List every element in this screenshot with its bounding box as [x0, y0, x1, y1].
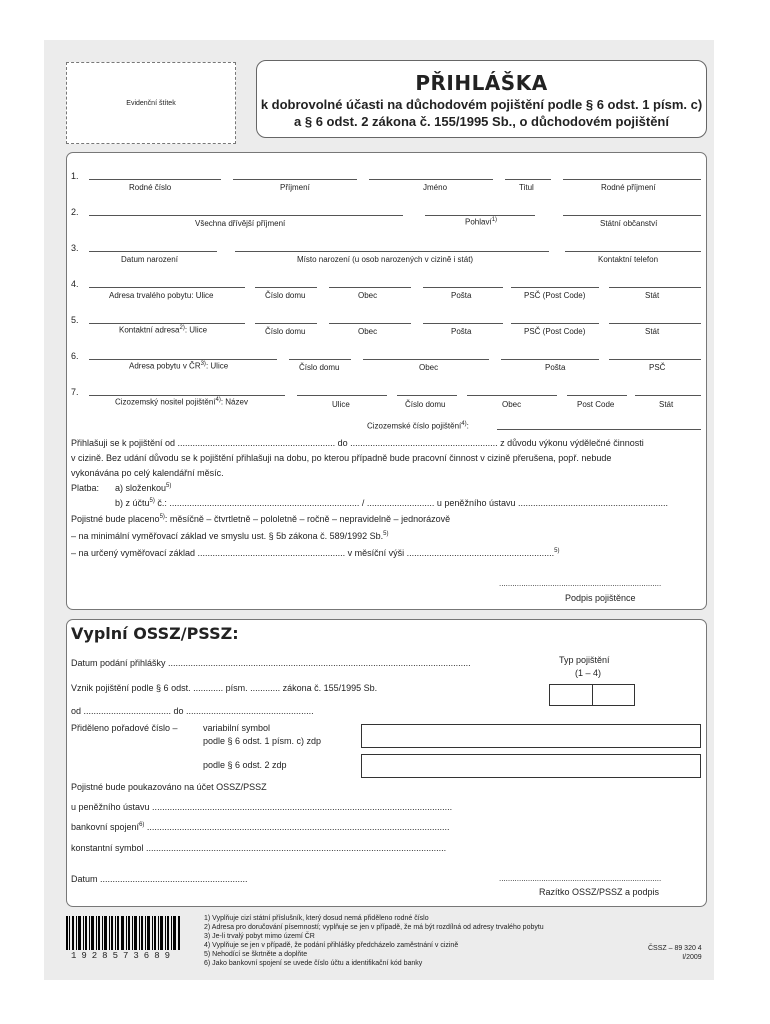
symbol-par6-2-label: podle § 6 odst. 2 zdp — [203, 760, 287, 770]
contact-postcode-field[interactable] — [511, 323, 599, 324]
signature-line[interactable]: ......................................................................... — [499, 579, 662, 588]
constant-symbol-field[interactable]: konstantní symbol ........................................................................................................................ — [71, 843, 447, 853]
foreign-street-field[interactable] — [297, 395, 387, 396]
phone-field[interactable] — [565, 251, 701, 252]
sex-field[interactable] — [425, 215, 535, 216]
label-citizenship: Státní občanství — [600, 219, 658, 228]
contact-street-field[interactable] — [89, 323, 245, 324]
cz-house-field[interactable] — [289, 359, 351, 360]
contact-city-field[interactable] — [329, 323, 411, 324]
label-cz-address: Adresa pobytu v ČR$^{3)}$: Ulice — [129, 361, 229, 371]
cz-postcode-field[interactable] — [609, 359, 701, 360]
footnote: 6) Jako bankovní spojení se uvede číslo účtu a identifikační kód banky — [204, 960, 423, 967]
payment-option-postal[interactable]: a) složenkou$^{5)}$ — [115, 483, 172, 493]
citizenship-field[interactable] — [563, 215, 701, 216]
permanent-country-field[interactable] — [609, 287, 701, 288]
label-birth-number: Rodné číslo — [129, 183, 172, 192]
evidence-label-text: Evidenční štítek — [126, 99, 176, 107]
row-number: 7. — [71, 387, 79, 397]
ossz-section — [66, 619, 707, 907]
label-post: Pošta — [545, 363, 566, 372]
label-foreign-insurance-number: Cizozemské číslo pojištění$^{4)}$: — [367, 421, 469, 431]
variable-symbol-label: variabilní symbol — [203, 723, 271, 733]
row-number: 4. — [71, 279, 79, 289]
submission-date-field[interactable]: Datum podání přihlášky ......................................................................................................................... — [71, 658, 471, 668]
foreign-country-field[interactable] — [635, 395, 701, 396]
label-postcode: Post Code — [577, 400, 615, 409]
form-subtitle-1: k dobrovolné účasti na důchodovém pojištění podle § 6 odst. 1 písm. c) — [260, 97, 703, 112]
birth-number-field[interactable] — [89, 179, 221, 180]
form-edition: I/2009 — [682, 954, 702, 961]
label-contact-address: Kontaktní adresa$^{2)}$: Ulice — [119, 325, 208, 335]
foreign-house-field[interactable] — [397, 395, 457, 396]
foreign-postcode-field[interactable] — [567, 395, 627, 396]
label-foreign-insurer: Cizozemský nositel pojištění$^{4)}$: Název — [115, 397, 248, 407]
bank-institution-field[interactable]: u peněžního ústavu ........................................................................................................................ — [71, 802, 453, 812]
barcode-number: 1928573689 — [70, 951, 175, 961]
signature-label: Podpis pojištěnce — [565, 593, 636, 603]
row-number: 5. — [71, 315, 79, 325]
foreign-city-field[interactable] — [467, 395, 557, 396]
cz-street-field[interactable] — [89, 359, 277, 360]
surname-field[interactable] — [233, 179, 357, 180]
contact-country-field[interactable] — [609, 323, 701, 324]
label-house-number: Číslo domu — [299, 363, 340, 372]
label-postcode: PSČ (Post Code) — [524, 291, 586, 300]
ossz-heading: Vyplní OSSZ/PSSZ: — [71, 624, 239, 643]
label-post: Pošta — [451, 327, 472, 336]
foreign-insurer-name-field[interactable] — [89, 395, 285, 396]
insurance-type-range: (1 – 4) — [575, 668, 602, 678]
applicant-section — [66, 152, 707, 610]
cz-city-field[interactable] — [363, 359, 489, 360]
symbol-par6-1-label: podle § 6 odst. 1 písm. c) zdp — [203, 736, 322, 746]
ossz-date-field[interactable]: Datum ........................................................... — [71, 874, 248, 884]
row-number: 6. — [71, 351, 79, 361]
footnote: 3) Je-li trvalý pobyt mimo území ČR — [204, 933, 315, 940]
birth-place-field[interactable] — [235, 251, 549, 252]
form-code — [648, 944, 702, 962]
label-title: Titul — [519, 183, 534, 192]
label-country: Stát — [645, 327, 660, 336]
contact-post-field[interactable] — [423, 323, 503, 324]
foreign-insurance-number-field[interactable] — [497, 429, 701, 430]
first-name-field[interactable] — [369, 179, 493, 180]
label-birth-place: Místo narození (u osob narozených v cizině i stát) — [297, 255, 474, 264]
label-sex: Pohlaví$^{1)}$ — [465, 217, 498, 227]
stamp-signature-label: Razítko OSSZ/PSSZ a podpis — [539, 887, 660, 897]
footnote: 1) Vyplňuje cizí státní příslušník, který dosud nemá přiděleno rodné číslo — [204, 915, 429, 922]
label-post: Pošta — [451, 291, 472, 300]
contact-house-field[interactable] — [255, 323, 317, 324]
label-city: Obec — [358, 327, 378, 336]
birth-date-field[interactable] — [89, 251, 217, 252]
label-surname: Příjmení — [280, 183, 310, 192]
label-birth-date: Datum narození — [121, 255, 178, 264]
label-birth-surname: Rodné příjmení — [601, 183, 656, 192]
label-house-number: Číslo domu — [265, 327, 306, 336]
registration-abroad-text: v cizině. Bez udání důvodu se k pojištění přihlašuji na dobu, po kterou případně bude pracovní činnost v cizině přerušena, popř. nebude — [71, 453, 612, 463]
insurance-origin-field[interactable]: Vznik pojištění podle § 6 odst. ............ písm. ............ zákona č. 155/1995 Sb. — [71, 683, 378, 693]
label-phone: Kontaktní telefon — [598, 255, 659, 264]
form-subtitle-2: a § 6 odst. 2 zákona č. 155/1995 Sb., o důchodovém pojištění — [294, 114, 669, 129]
footnote: 5) Nehodící se škrtněte a doplňte — [204, 951, 308, 958]
title-field[interactable] — [505, 179, 551, 180]
evidence-label-box — [66, 62, 236, 144]
label-city: Obec — [358, 291, 378, 300]
label-house-number: Číslo domu — [405, 400, 446, 409]
payment-frequency[interactable]: Pojistné bude placeno$^{5)}$: měsíčně – čtvrtletně – pololetně – ročně – nepravidelně – jednorázově — [71, 514, 451, 524]
insurance-type-divider — [592, 685, 593, 705]
label-country: Stát — [659, 400, 674, 409]
cz-post-field[interactable] — [501, 359, 599, 360]
minimum-base-option[interactable]: – na minimální vyměřovací základ ve smyslu ust. § 5b zákona č. 589/1992 Sb.$^{5)}$ — [71, 531, 389, 541]
label-postcode: PSČ (Post Code) — [524, 327, 586, 336]
insurance-type-label: Typ pojištění — [559, 655, 610, 665]
label-permanent-street: Adresa trvalého pobytu: Ulice — [109, 291, 214, 300]
registration-month-text: vykonávána po celý kalendářní měsíc. — [71, 468, 224, 478]
assigned-number-label: Přiděleno pořadové číslo – — [71, 723, 178, 733]
form-code-number: ČSSZ – 89 320 4 — [648, 945, 702, 952]
payment-to-account-label: Pojistné bude poukazováno na účet OSSZ/PSSZ — [71, 782, 267, 792]
registration-period-text: Přihlašuji se k pojištění od ............................................................... do ........................................................... z důvodu výkonu výdělečné činnosti — [71, 438, 644, 448]
label-city: Obec — [502, 400, 522, 409]
row-number: 3. — [71, 243, 79, 253]
row-number: 1. — [71, 171, 79, 181]
permanent-city-field[interactable] — [329, 287, 411, 288]
birth-surname-field[interactable] — [563, 179, 701, 180]
permanent-house-field[interactable] — [255, 287, 317, 288]
footnote: 2) Adresa pro doručování písemností; vyplňuje se jen v případě, že má být rozdílná od adresy trvalého pobytu — [204, 924, 544, 931]
label-house-number: Číslo domu — [265, 291, 306, 300]
label-city: Obec — [419, 363, 439, 372]
determined-base-option[interactable]: – na určený vyměřovací základ ........................................................... v měsíční výši ...........................................................$^{5)}$ — [71, 548, 560, 558]
label-first-name: Jméno — [423, 183, 448, 192]
label-postcode: PSČ — [649, 363, 666, 372]
label-country: Stát — [645, 291, 660, 300]
title-box — [256, 60, 707, 138]
label-street: Ulice — [332, 400, 350, 409]
permanent-street-field[interactable] — [89, 287, 245, 288]
label-previous-surnames: Všechna dřívější příjmení — [195, 219, 286, 228]
insurance-type-box[interactable] — [549, 684, 635, 706]
previous-surnames-field[interactable] — [89, 215, 403, 216]
variable-symbol-1-box[interactable] — [361, 724, 701, 748]
payment-label: Platba: — [71, 483, 100, 493]
footnotes — [204, 914, 544, 968]
form-title: PŘIHLÁŠKA — [415, 71, 548, 95]
stamp-signature-line[interactable]: ......................................................................... — [499, 874, 662, 883]
permanent-post-field[interactable] — [423, 287, 503, 288]
permanent-postcode-field[interactable] — [511, 287, 599, 288]
footnote: 4) Vyplňuje se jen v případě, že podání přihlášky předcházelo zaměstnání v cizině — [204, 942, 459, 949]
row-number: 2. — [71, 207, 79, 217]
variable-symbol-2-box[interactable] — [361, 754, 701, 778]
period-from-to-field[interactable]: od ................................... do ................................................... — [71, 706, 314, 716]
barcode — [66, 916, 180, 950]
bank-account-field[interactable]: bankovní spojení$^{6)}$ ......................................................................................................................... — [71, 822, 450, 832]
payment-option-account[interactable]: b) z účtu$^{5)}$ č.: ............................................................................ / ........................... u peněžního ústavu ............................................................ — [115, 498, 669, 508]
